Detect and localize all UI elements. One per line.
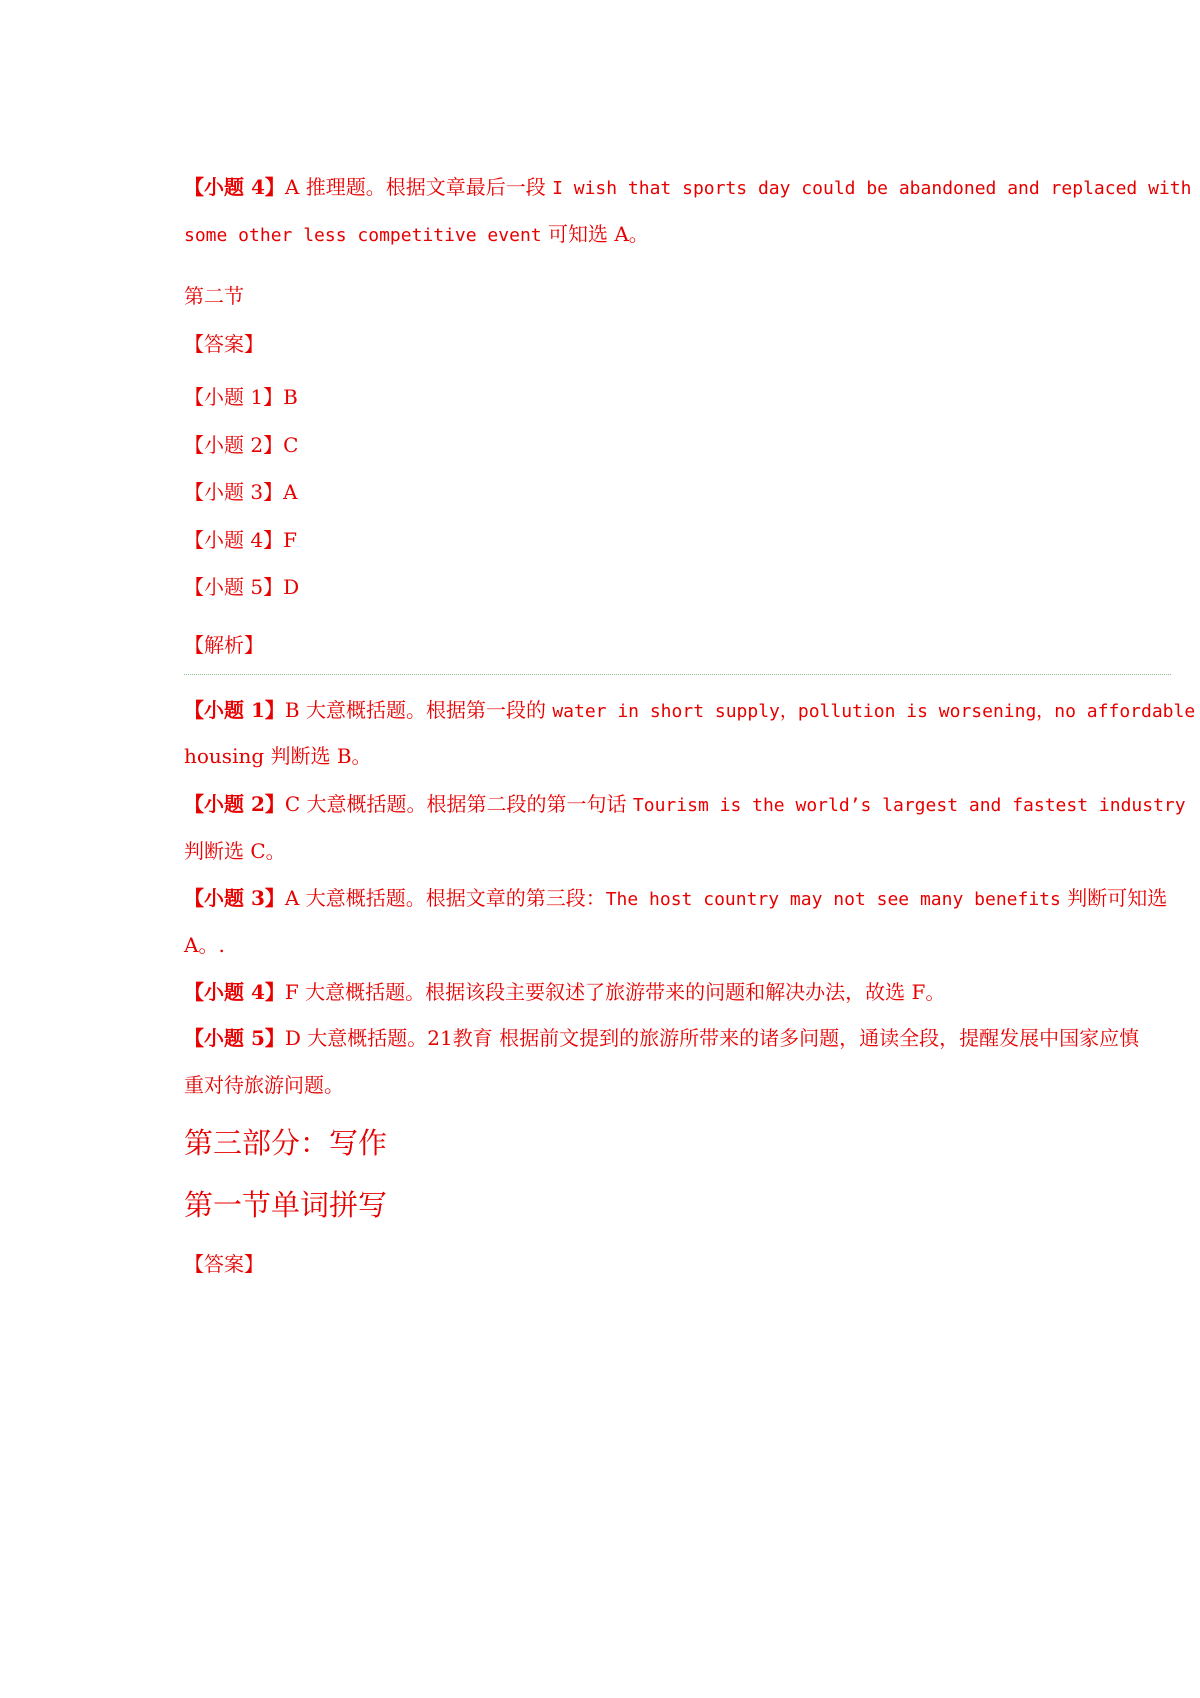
analysis-item-3-line1 — [184, 884, 1167, 914]
analysis-label: 【小题 3】 — [184, 886, 285, 910]
answer-label: 【小题 5】 — [184, 575, 284, 599]
question-tail: 可知选 A。 — [541, 222, 649, 246]
analysis-label: 【小题 4】 — [184, 980, 285, 1004]
answer-value: D — [283, 575, 300, 599]
analysis-item-3-line2: A。. — [184, 933, 225, 957]
analysis-text: A 大意概括题。根据文章的第三段： — [284, 886, 606, 910]
analysis-item-4-line1 — [184, 978, 945, 1006]
answer-label: 【小题 2】 — [184, 433, 284, 457]
answer-value: C — [283, 433, 299, 457]
analysis-header: 【解析】 — [184, 633, 264, 657]
answer-item — [184, 431, 298, 459]
analysis-text: D 大意概括题。21教育 根据前文提到的旅游所带来的诸多问题，通读全段，提醒发展中国家应慎 — [284, 1026, 1140, 1050]
answer-header: 【答案】 — [184, 1252, 264, 1276]
answer-header: 【答案】 — [184, 332, 264, 356]
analysis-item-1-line2: housing 判断选 B。 — [184, 744, 372, 768]
section-title: 第二节 — [184, 284, 244, 308]
answer-value: F — [283, 528, 297, 552]
analysis-item-2-line2: 判断选 C。 — [184, 839, 286, 863]
analysis-item-5-line1 — [184, 1024, 1139, 1052]
question-lead: A 推理题。根据文章最后一段 — [284, 175, 553, 199]
answer-item — [184, 573, 299, 601]
answer-value: A — [283, 480, 298, 504]
analysis-item-5-line2: 重对待旅游问题。 — [184, 1073, 344, 1097]
analysis-label: 【小题 2】 — [184, 792, 285, 816]
subsection-title: 第一节单词拼写 — [184, 1188, 388, 1222]
analysis-quote: The host country may not see many benefits — [605, 889, 1061, 910]
analysis-label: 【小题 1】 — [184, 698, 285, 722]
analysis-item-1-line1 — [184, 696, 1195, 726]
dotted-divider — [184, 674, 1171, 675]
answer-item — [184, 526, 297, 554]
answer-item — [184, 478, 298, 506]
answer-label: 【小题 3】 — [184, 480, 284, 504]
analysis-item-2-line1 — [184, 790, 1186, 820]
answer-label: 【小题 4】 — [184, 528, 284, 552]
answer-value: B — [283, 385, 298, 409]
quote-text: I wish that sports day could be abandoned and replaced with — [552, 178, 1192, 199]
analysis-text: C 大意概括题。根据第二段的第一句话 — [284, 792, 633, 816]
part1-q4-line2 — [184, 220, 649, 250]
analysis-tail: 判断可知选 — [1060, 886, 1168, 910]
analysis-label: 【小题 5】 — [184, 1026, 285, 1050]
part1-q4-line1 — [184, 173, 1191, 203]
analysis-quote: Tourism is the world’s largest and fastest industry — [632, 795, 1186, 816]
part-title: 第三部分：写作 — [184, 1126, 388, 1160]
quote-text: some other less competitive event — [184, 225, 542, 246]
answer-label: 【小题 1】 — [184, 385, 284, 409]
analysis-text: B 大意概括题。根据第一段的 — [284, 698, 553, 722]
answer-item — [184, 383, 298, 411]
analysis-quote: water in short supply，pollution is worsening，no affordable — [552, 701, 1196, 722]
analysis-text: F 大意概括题。根据该段主要叙述了旅游带来的问题和解决办法，故选 F。 — [284, 980, 946, 1004]
question-label: 【小题 4】 — [184, 175, 285, 199]
